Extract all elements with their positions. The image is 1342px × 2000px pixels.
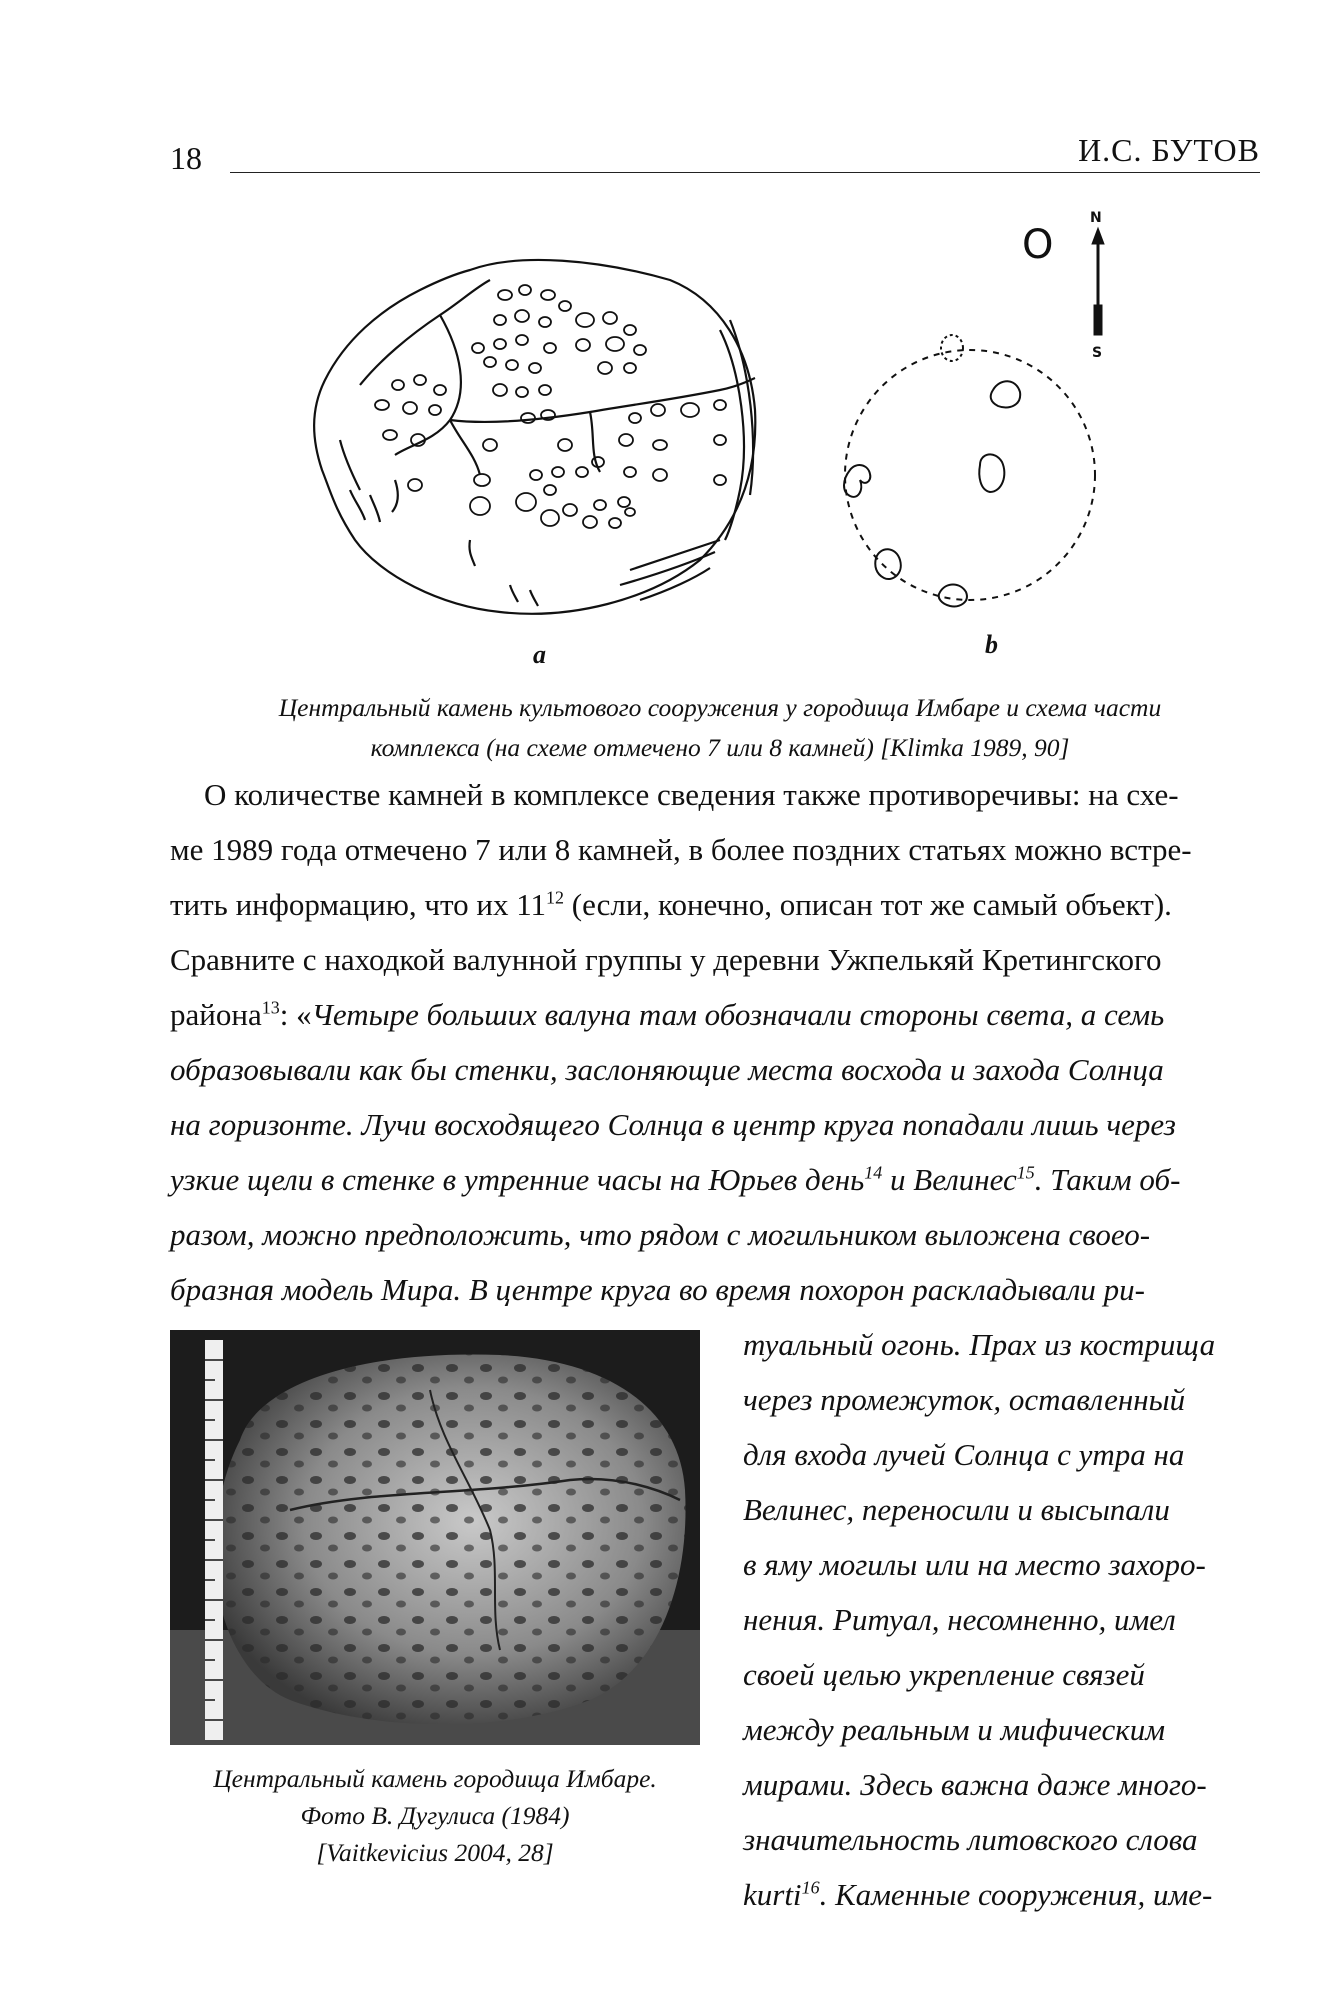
compass-south-label: S <box>1092 345 1103 361</box>
figure-label-b: b <box>985 630 998 659</box>
body-line: О количестве камней в комплексе сведения также противоречивы: на схе- <box>204 777 1179 812</box>
compass-north-label: N <box>1090 210 1102 226</box>
scheme-circle-mark: O <box>1022 222 1054 268</box>
figure-stone-drawing <box>300 240 770 640</box>
right-column-line: в яму могилы или на место захоро- <box>743 1547 1206 1582</box>
body-line: узкие щели в стенке в утренние часы на Юрьев день$^{14}$ и Велинес$^{15}$. Таким об- <box>170 1162 1181 1197</box>
body-line: на горизонте. Лучи восходящего Солнца в центр круга попадали лишь через <box>170 1107 1176 1142</box>
body-line: бразная модель Мира. В центре круга во время похорон раскладывали ри- <box>170 1272 1146 1307</box>
compass-arrow <box>1092 228 1104 335</box>
figure-complex-scheme <box>830 210 1130 610</box>
body-line: района$^{13}$: «Четыре больших валуна там обозначали стороны света, а семь <box>170 997 1165 1032</box>
figure-label-a: a <box>533 640 546 669</box>
right-column-line: для входа лучей Солнца с утра на <box>743 1437 1185 1472</box>
right-column-line: нения. Ритуал, несомненно, имел <box>743 1602 1176 1637</box>
right-column-line: через промежуток, оставленный <box>743 1382 1186 1417</box>
running-head-author: И.С. БУТОВ <box>1078 132 1260 168</box>
figure1-caption: Центральный камень культового сооружения у городища Имбаре и схема части комплекса (на схеме отмечено 7 или 8 камней) [Klimka 1989, 90] <box>278 693 1162 762</box>
body-line: ме 1989 года отмечено 7 или 8 камней, в более поздних статьях можно встре- <box>170 832 1192 867</box>
stone-photo <box>170 1330 700 1745</box>
body-line: разом, можно предположить, что рядом с могильником выложена своео- <box>170 1217 1151 1252</box>
right-column-line: значительность литовского слова <box>743 1822 1198 1857</box>
body-line: тить информацию, что их $11^{12}$ (если, конечно, описан тот же самый объект). <box>170 887 1172 922</box>
right-column-line: Велинес, переносили и высыпали <box>743 1492 1170 1527</box>
body-line: Сравните с находкой валунной группы у деревни Ужпелькяй Кретингского <box>170 942 1162 977</box>
right-column-line: между реальным и мифическим <box>743 1712 1165 1747</box>
figure2-caption: Центральный камень городища Имбаре. Фото В. Дугулиса (1984) [Vaitkevicius 2004, 28] <box>213 1764 657 1867</box>
body-line: образовывали как бы стенки, заслоняющие места восхода и захода Солнца <box>170 1052 1164 1087</box>
right-column-line: туальный огонь. Прах из кострища <box>743 1327 1216 1362</box>
page-number: 18 <box>170 140 202 176</box>
right-column-line: kurti$^{16}$. Каменные сооружения, име- <box>743 1877 1213 1912</box>
header-rule <box>230 172 1260 173</box>
right-column-line: мирами. Здесь важна даже много- <box>743 1767 1207 1802</box>
right-column-line: своей целью укрепление связей <box>743 1657 1145 1692</box>
